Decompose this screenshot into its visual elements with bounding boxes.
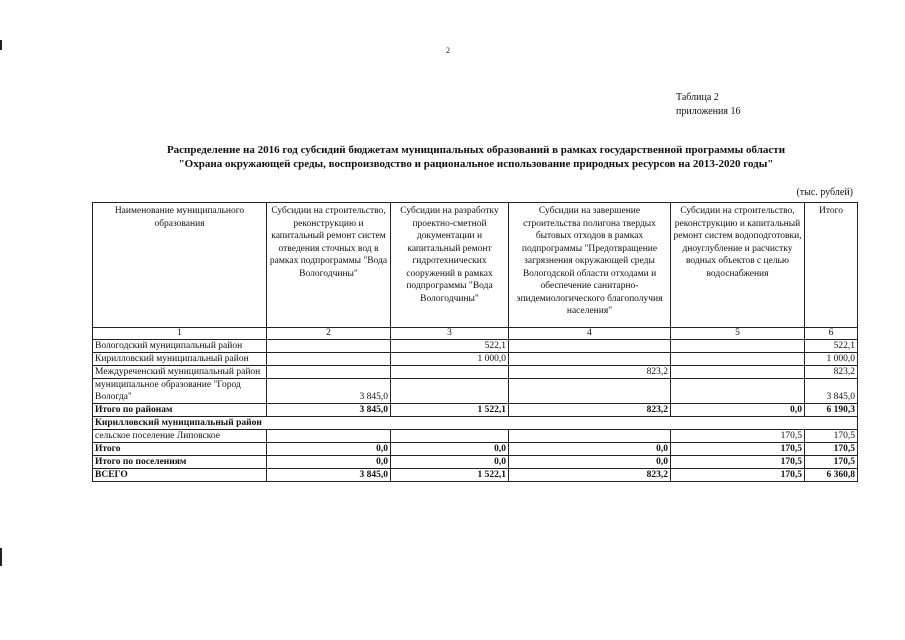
- table-row: [93, 430, 858, 443]
- value-cell: 522,1: [805, 340, 858, 353]
- value-cell: 522,1: [391, 340, 509, 353]
- table-reference: [676, 91, 740, 119]
- subtotal-row: [93, 443, 858, 456]
- column-number: 1: [93, 328, 267, 340]
- value-cell: [391, 430, 509, 443]
- row-name: ВСЕГО: [93, 469, 267, 482]
- column-number: 6: [805, 328, 858, 340]
- value-cell: 0,0: [267, 456, 391, 469]
- value-cell: 170,5: [805, 456, 858, 469]
- title-line1: Распределение на 2016 год субсидий бюджетам муниципальных образований в рамках государственной программы области: [166, 144, 786, 156]
- table-row: [93, 340, 858, 353]
- table-header-row: [93, 203, 858, 328]
- value-cell: 3 845,0: [267, 404, 391, 417]
- value-cell: 823,2: [509, 404, 671, 417]
- value-cell: 823,2: [805, 366, 858, 379]
- column-number: 4: [509, 328, 671, 340]
- subsidy-table: [92, 202, 858, 482]
- subtotal-row: [93, 456, 858, 469]
- title-line2: "Охрана окружающей среды, воспроизводство и рациональное использование природных ресурсов на 2013-2020 годы": [178, 158, 774, 170]
- value-cell: 170,5: [671, 430, 805, 443]
- row-name: Итого по районам: [93, 404, 267, 417]
- value-cell: [391, 379, 509, 404]
- column-number: 3: [391, 328, 509, 340]
- value-cell: [671, 366, 805, 379]
- row-name: Итого: [93, 443, 267, 456]
- document-title: [92, 143, 860, 171]
- value-cell: [509, 379, 671, 404]
- units-label: (тыс. рублей): [796, 187, 853, 198]
- row-name: муниципальное образование "Город Вологда": [93, 379, 267, 404]
- value-cell: 823,2: [509, 366, 671, 379]
- row-name: Вологодский муниципальный район: [93, 340, 267, 353]
- scan-edge-mark: [0, 40, 2, 50]
- column-number-row: [93, 328, 858, 340]
- value-cell: 170,5: [671, 469, 805, 482]
- column-number: 2: [267, 328, 391, 340]
- header-cell: Субсидии на строительство, реконструкцию и капитальный ремонт систем отведения сточных вод в рамках подпрограммы "Вода Вологодчины": [267, 203, 391, 328]
- value-cell: [671, 340, 805, 353]
- value-cell: [671, 353, 805, 366]
- value-cell: [509, 353, 671, 366]
- header-cell: Итого: [805, 203, 858, 328]
- value-cell: 170,5: [671, 456, 805, 469]
- row-name: Итого по поселениям: [93, 456, 267, 469]
- header-cell: Субсидии на разработку проектно-сметной документации и капитальный ремонт гидротехнических сооружений в рамках подпрограммы "Вода Вологодчины": [391, 203, 509, 328]
- subtotal-row: [93, 404, 858, 417]
- value-cell: [391, 366, 509, 379]
- value-cell: 0,0: [509, 456, 671, 469]
- value-cell: 6 360,8: [805, 469, 858, 482]
- value-cell: [267, 366, 391, 379]
- value-cell: [267, 353, 391, 366]
- page-number: 2: [446, 46, 450, 55]
- section-row: [93, 417, 858, 430]
- value-cell: [671, 379, 805, 404]
- table-row: [93, 379, 858, 404]
- row-name: Междуреченский муниципальный район: [93, 366, 267, 379]
- row-name: Кирилловский муниципальный район: [93, 353, 267, 366]
- value-cell: 6 190,3: [805, 404, 858, 417]
- table-ref-line2: приложения 16: [676, 106, 741, 117]
- value-cell: 0,0: [509, 443, 671, 456]
- value-cell: 170,5: [805, 430, 858, 443]
- value-cell: 1 000,0: [391, 353, 509, 366]
- value-cell: 1 522,1: [391, 469, 509, 482]
- value-cell: [509, 340, 671, 353]
- value-cell: 1 522,1: [391, 404, 509, 417]
- value-cell: 0,0: [671, 404, 805, 417]
- table-ref-line1: Таблица 2: [676, 92, 719, 103]
- value-cell: 823,2: [509, 469, 671, 482]
- table-row: [93, 366, 858, 379]
- value-cell: 0,0: [267, 443, 391, 456]
- value-cell: 170,5: [671, 443, 805, 456]
- value-cell: 1 000,0: [805, 353, 858, 366]
- value-cell: 3 845,0: [267, 379, 391, 404]
- section-heading: Кирилловский муниципальный район: [93, 417, 858, 430]
- scan-edge-mark: [0, 548, 2, 566]
- row-name: сельское поселение Липовское: [93, 430, 267, 443]
- grand-total-row: [93, 469, 858, 482]
- value-cell: [267, 430, 391, 443]
- value-cell: 0,0: [391, 443, 509, 456]
- value-cell: [267, 340, 391, 353]
- value-cell: 0,0: [391, 456, 509, 469]
- table-row: [93, 353, 858, 366]
- value-cell: 3 845,0: [805, 379, 858, 404]
- value-cell: 170,5: [805, 443, 858, 456]
- value-cell: 3 845,0: [267, 469, 391, 482]
- header-cell: Субсидии на завершение строительства полигона твердых бытовых отходов в рамках подпрограммы "Предотвращение загрязнения окружающей среды Вологодской области отходами и обеспечение санитарно-эпидемиологического благополучия населения": [509, 203, 671, 328]
- column-number: 5: [671, 328, 805, 340]
- value-cell: [509, 430, 671, 443]
- header-cell: Субсидии на строительство, реконструкцию и капитальный ремонт систем водоподготовки, дноуглубление и расчистку водных объектов с целью водоснабжения: [671, 203, 805, 328]
- header-cell: Наименование муниципального образования: [93, 203, 267, 328]
